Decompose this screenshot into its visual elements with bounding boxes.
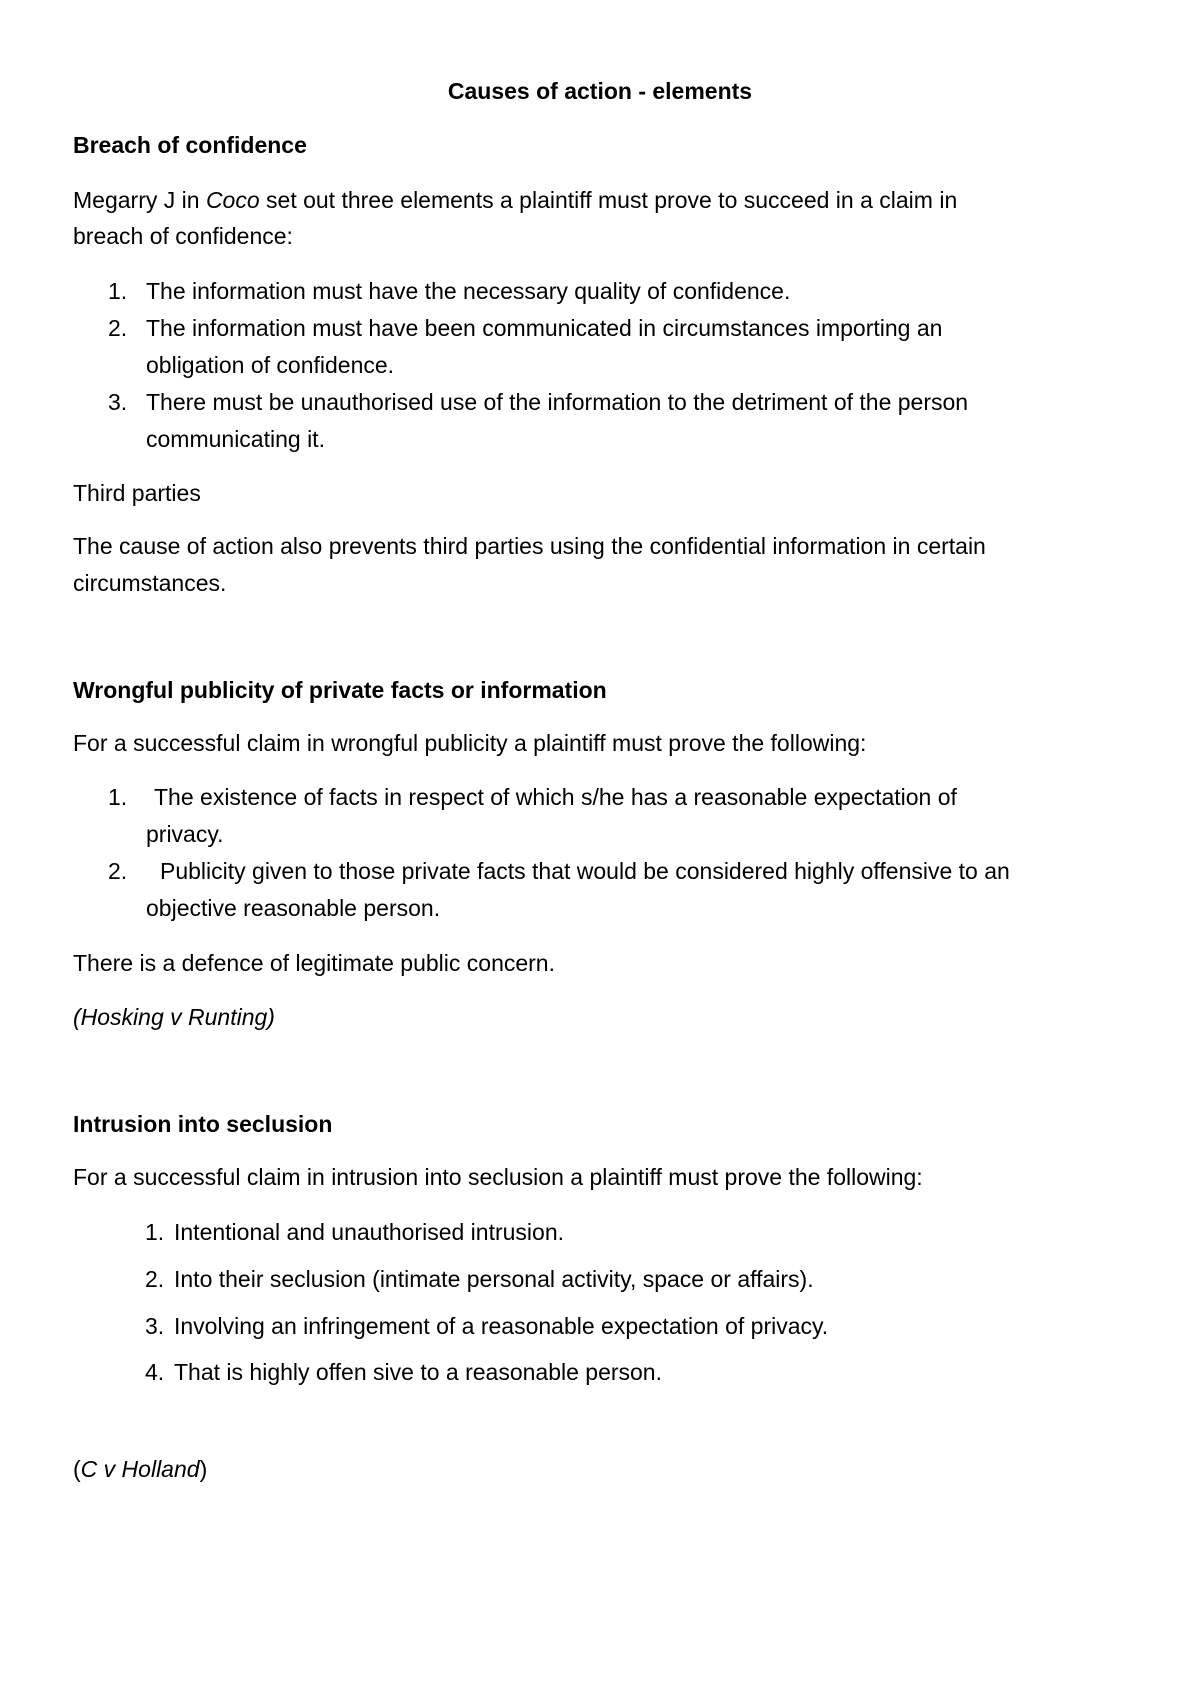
list-item-number: 2. (108, 858, 128, 884)
wrongful-defence: There is a defence of legitimate public concern. (73, 950, 555, 976)
case-citation-hosking: (Hosking v Runting) (73, 1004, 275, 1030)
list-item-text-continued: objective reasonable person. (146, 895, 441, 921)
breach-intro-line-1 (73, 185, 957, 215)
list-item-number: 1. (145, 1219, 165, 1245)
heading-breach-of-confidence: Breach of confidence (73, 132, 307, 158)
case-name-c-v-holland: C v Holland (80, 1456, 200, 1482)
wrongful-intro: For a successful claim in wrongful publicity a plaintiff must prove the following: (73, 730, 867, 756)
third-parties-line-1: The cause of action also prevents third parties using the confidential information in certain (73, 533, 986, 559)
breach-intro-text-b: set out three elements a plaintiff must prove to succeed in a claim in (259, 187, 958, 213)
list-item-number: 1. (108, 278, 128, 304)
list-item-text: The existence of facts in respect of which s/he has a reasonable expectation of (154, 784, 957, 810)
list-item-text: That is highly offen sive to a reasonable person. (174, 1359, 662, 1385)
list-item-number: 4. (145, 1359, 165, 1385)
list-item-text: The information must have the necessary quality of confidence. (146, 278, 791, 304)
heading-wrongful-publicity: Wrongful publicity of private facts or information (73, 677, 607, 703)
list-item-text: Involving an infringement of a reasonable expectation of privacy. (174, 1313, 829, 1339)
third-parties-line-2: circumstances. (73, 570, 227, 596)
list-item-text-continued: obligation of confidence. (146, 352, 395, 378)
list-item-text-continued: communicating it. (146, 426, 325, 452)
list-item-text: Into their seclusion (intimate personal activity, space or affairs). (174, 1266, 814, 1292)
list-item-text-continued: privacy. (146, 821, 224, 847)
list-item-text: Intentional and unauthorised intrusion. (174, 1219, 565, 1245)
case-name-coco: Coco (205, 187, 260, 213)
list-item-number: 1. (108, 784, 128, 810)
citation-close-paren: ) (199, 1456, 208, 1482)
list-item-text: There must be unauthorised use of the information to the detriment of the person (146, 389, 969, 415)
list-item-text: Publicity given to those private facts that would be considered highly offensive to an (160, 858, 1010, 884)
list-item-number: 2. (145, 1266, 165, 1292)
breach-intro-line-2: breach of confidence: (73, 223, 293, 249)
heading-intrusion-into-seclusion: Intrusion into seclusion (73, 1111, 333, 1137)
breach-intro-text-a: Megarry J in (73, 187, 206, 213)
citation-open-paren: ( (73, 1456, 81, 1482)
list-item-text: The information must have been communicated in circumstances importing an (146, 315, 943, 341)
document-title: Causes of action - elements (447, 78, 753, 104)
case-citation-holland (73, 1454, 207, 1484)
list-item-number: 2. (108, 315, 128, 341)
list-item-number: 3. (145, 1313, 165, 1339)
intrusion-intro: For a successful claim in intrusion into seclusion a plaintiff must prove the following: (73, 1164, 923, 1190)
third-parties-subheading: Third parties (73, 480, 201, 506)
list-item-number: 3. (108, 389, 128, 415)
